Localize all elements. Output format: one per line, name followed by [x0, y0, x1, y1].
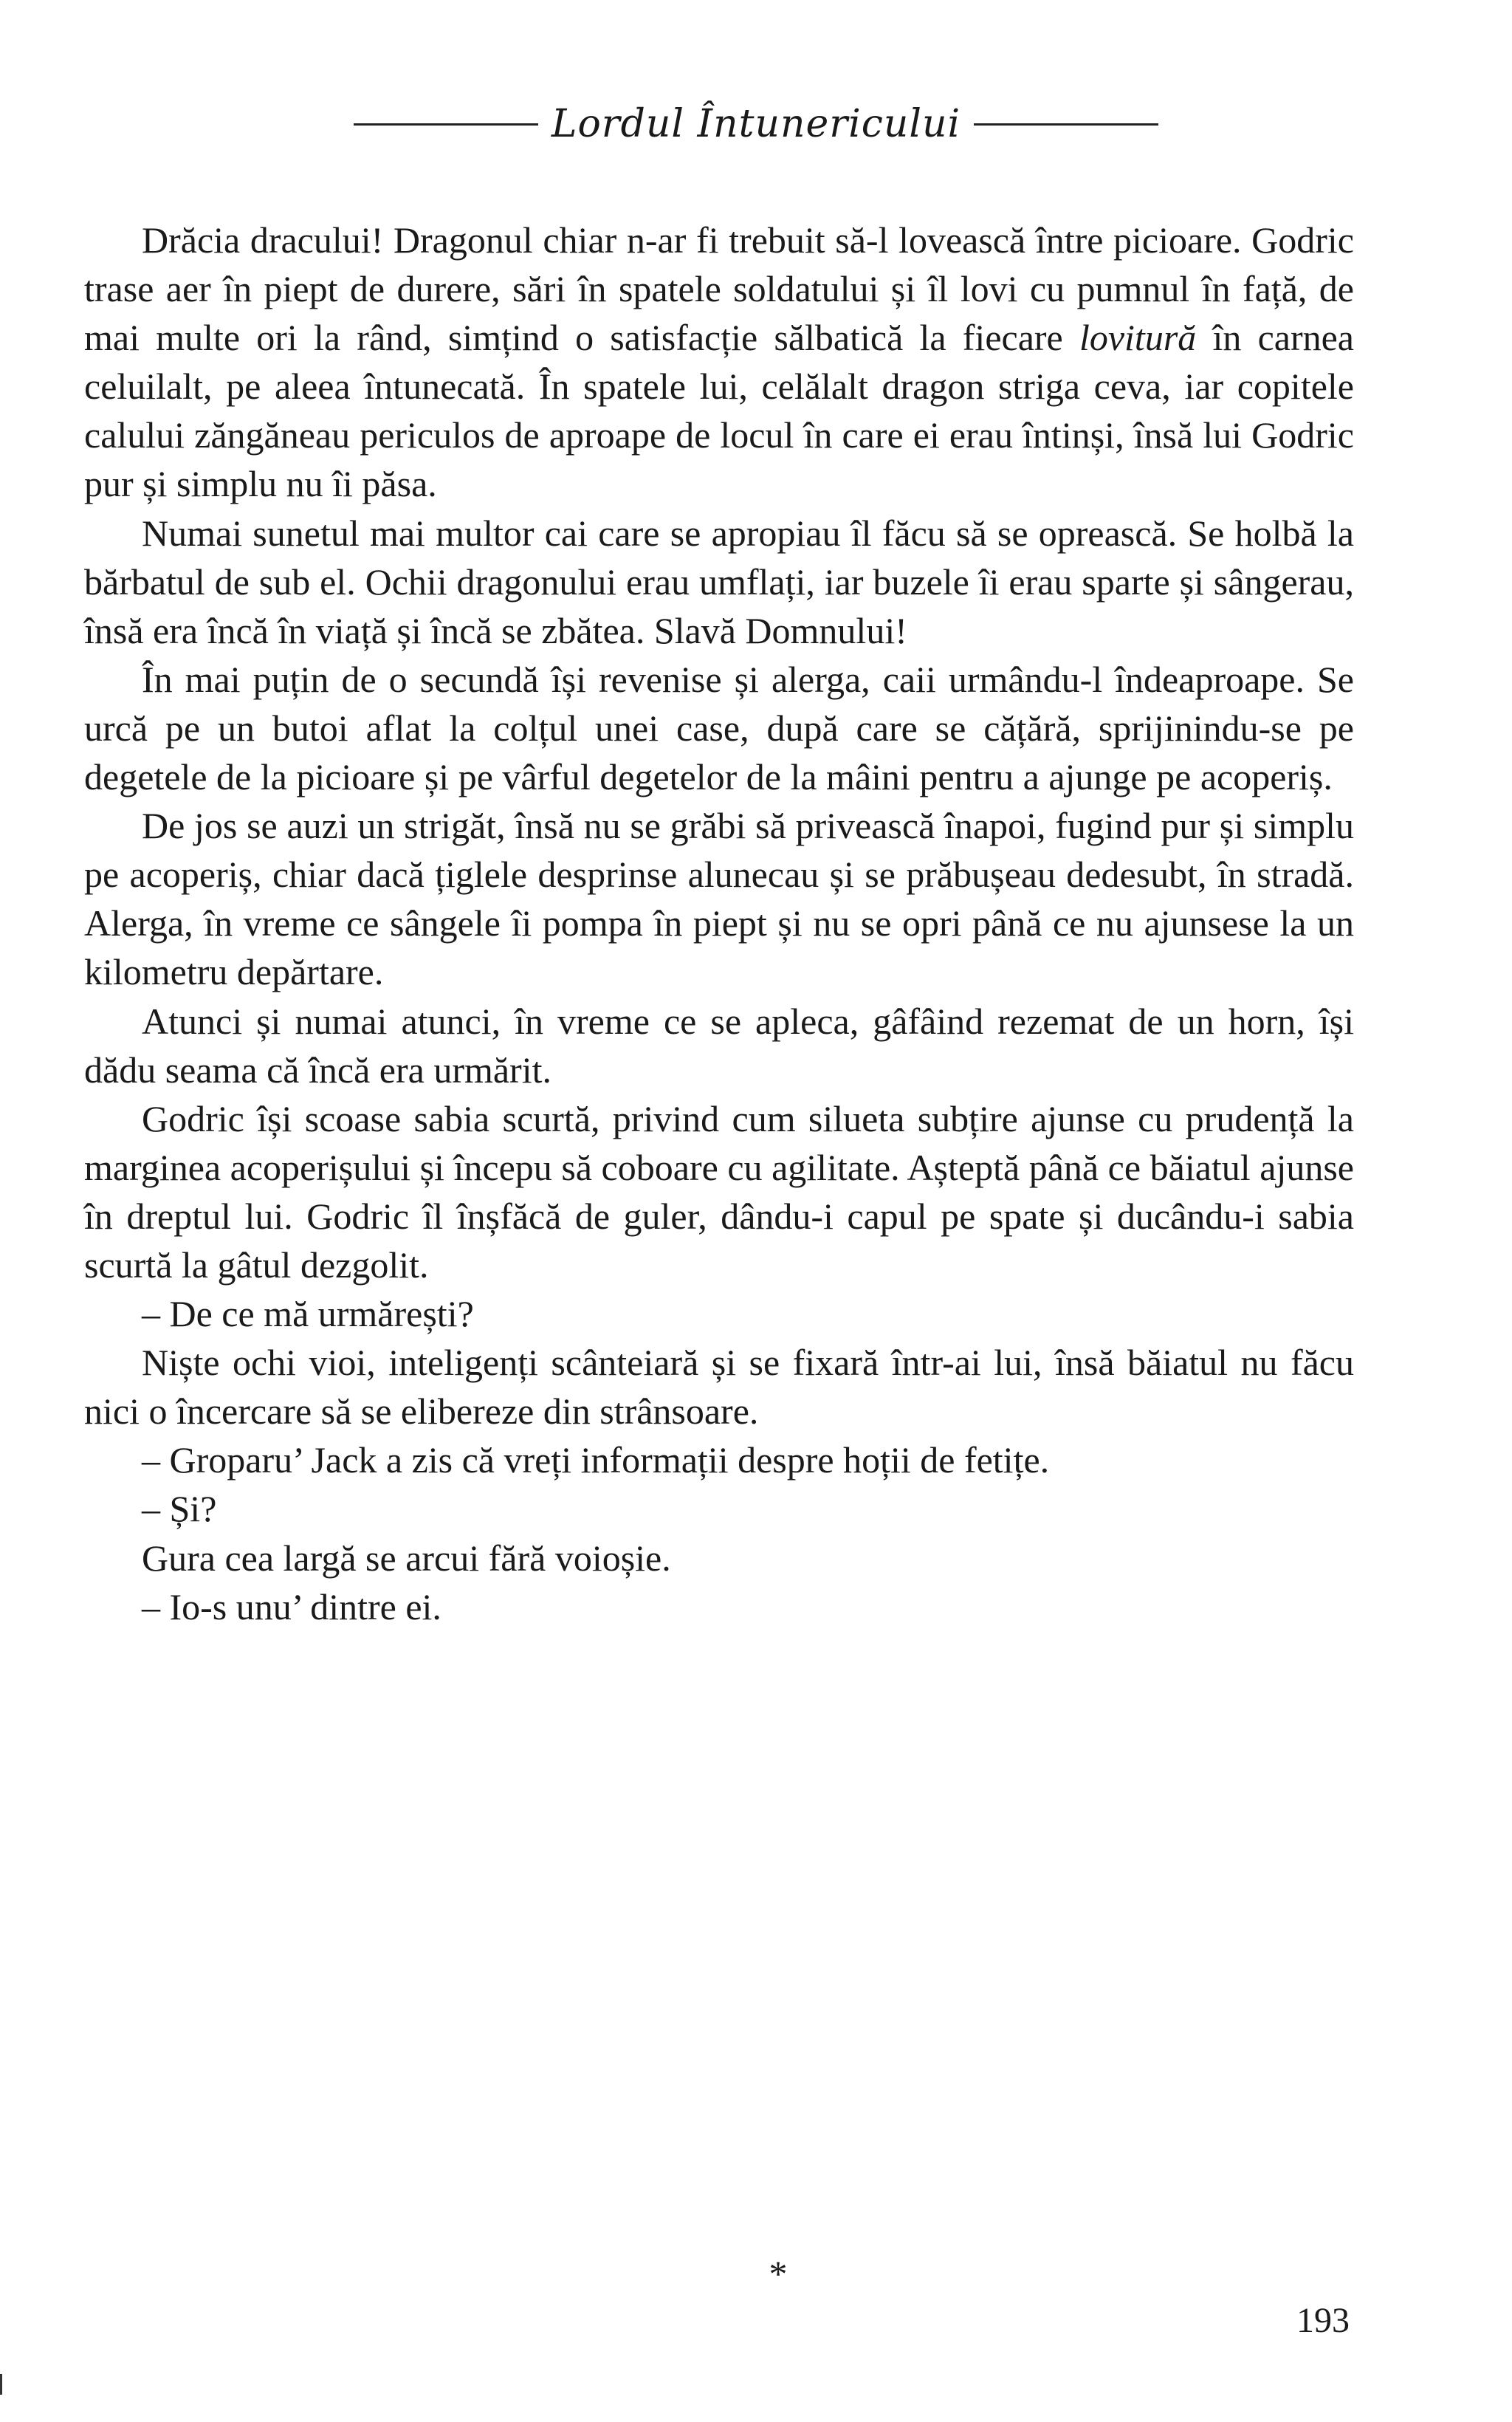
- text-run: – Io-s unu’ dintre ei.: [142, 1585, 441, 1627]
- paragraph: [84, 1289, 1354, 1338]
- paragraph: [84, 1582, 1354, 1631]
- running-title: Lordul Întunericului: [551, 102, 961, 146]
- text-run: Numai sunetul mai multor cai care se apropiau îl făcu să se oprească. Se holbă la bărbatul de sub el. Ochii dragonului erau umflați, iar buzele îi erau sparte și sângerau, însă era încă în viață și încă se zbătea. Slavă Domnului!: [84, 512, 1354, 651]
- header-rule-right: [974, 123, 1158, 126]
- body-text: [84, 216, 1354, 1631]
- running-header: [0, 102, 1512, 146]
- text-run: Drăcia dracului! Dragonul chiar n-ar fi trebuit să-l lovească între picioare. Godric trase aer în piept de durere, sări în spatele soldatului și îl lovi cu pumnul în față, de mai multe ori la rând, simțind o satisfacție sălbatică la fiecare: [84, 219, 1354, 359]
- page-number: 193: [1296, 2301, 1350, 2340]
- text-run: – De ce mă urmărești?: [142, 1293, 474, 1335]
- header-rule-left: [354, 123, 538, 126]
- paragraph: [84, 216, 1354, 509]
- text-run: De jos se auzi un strigăt, însă nu se grăbi să privească înapoi, fugind pur și simplu pe acoperiș, chiar dacă țiglele desprinse alunecau și se prăbușeau dedesubt, în stradă. Alerga, în vreme ce sângele îi pompa în piept și nu se opri până ce nu ajunsese la un kilometru depărtare.: [84, 805, 1354, 993]
- paragraph: [84, 509, 1354, 655]
- paragraph: [84, 1484, 1354, 1533]
- text-run: Niște ochi vioi, inteligenți scânteiară și se fixară într-ai lui, însă băiatul nu făcu nici o încercare să se elibereze din strânsoare.: [84, 1342, 1354, 1433]
- paragraph: [84, 1534, 1354, 1582]
- paragraph: [84, 655, 1354, 801]
- paragraph: [84, 1094, 1354, 1289]
- margin-mark: [0, 2374, 2, 2395]
- section-break: *: [769, 2253, 788, 2294]
- text-run: În mai puțin de o secundă își revenise și alerga, caii urmându-l îndeaproape. Se urcă pe un butoi aflat la colțul unei case, după care se cățără, sprijinindu-se pe degetele de la picioare și pe vârful degetelor de la mâini pentru a ajunge pe acoperiș.: [84, 658, 1354, 798]
- text-run: Godric își scoase sabia scurtă, privind cum silueta subțire ajunse cu prudență la marginea acoperișului și începu să coboare cu agilitate. Așteptă până ce băiatul ajunse în dreptul lui. Godric îl înșfăcă de guler, dându-i capul pe spate și ducându-i sabia scurtă la gâtul dezgolit.: [84, 1097, 1354, 1286]
- paragraph: [84, 801, 1354, 996]
- text-run: în carnea celuilalt, pe aleea întunecată. În spatele lui, celălalt dragon striga ceva, iar copitele calului zăngăneau periculos de aproape de locul în care ei erau întinși, însă lui Godric pur și simplu nu îi păsa.: [84, 317, 1355, 505]
- paragraph: [84, 1338, 1354, 1435]
- paragraph: [84, 1435, 1354, 1484]
- italic-text: lovitură: [1079, 317, 1197, 359]
- text-run: Gura cea largă se arcui fără voioșie.: [142, 1537, 671, 1579]
- text-run: – Și?: [142, 1488, 217, 1530]
- text-run: Atunci și numai atunci, în vreme ce se apleca, gâfâind rezemat de un horn, își dădu seama că încă era urmărit.: [84, 1000, 1354, 1091]
- paragraph: [84, 997, 1354, 1094]
- text-run: – Groparu’ Jack a zis că vreți informații despre hoții de fetițe.: [142, 1439, 1050, 1481]
